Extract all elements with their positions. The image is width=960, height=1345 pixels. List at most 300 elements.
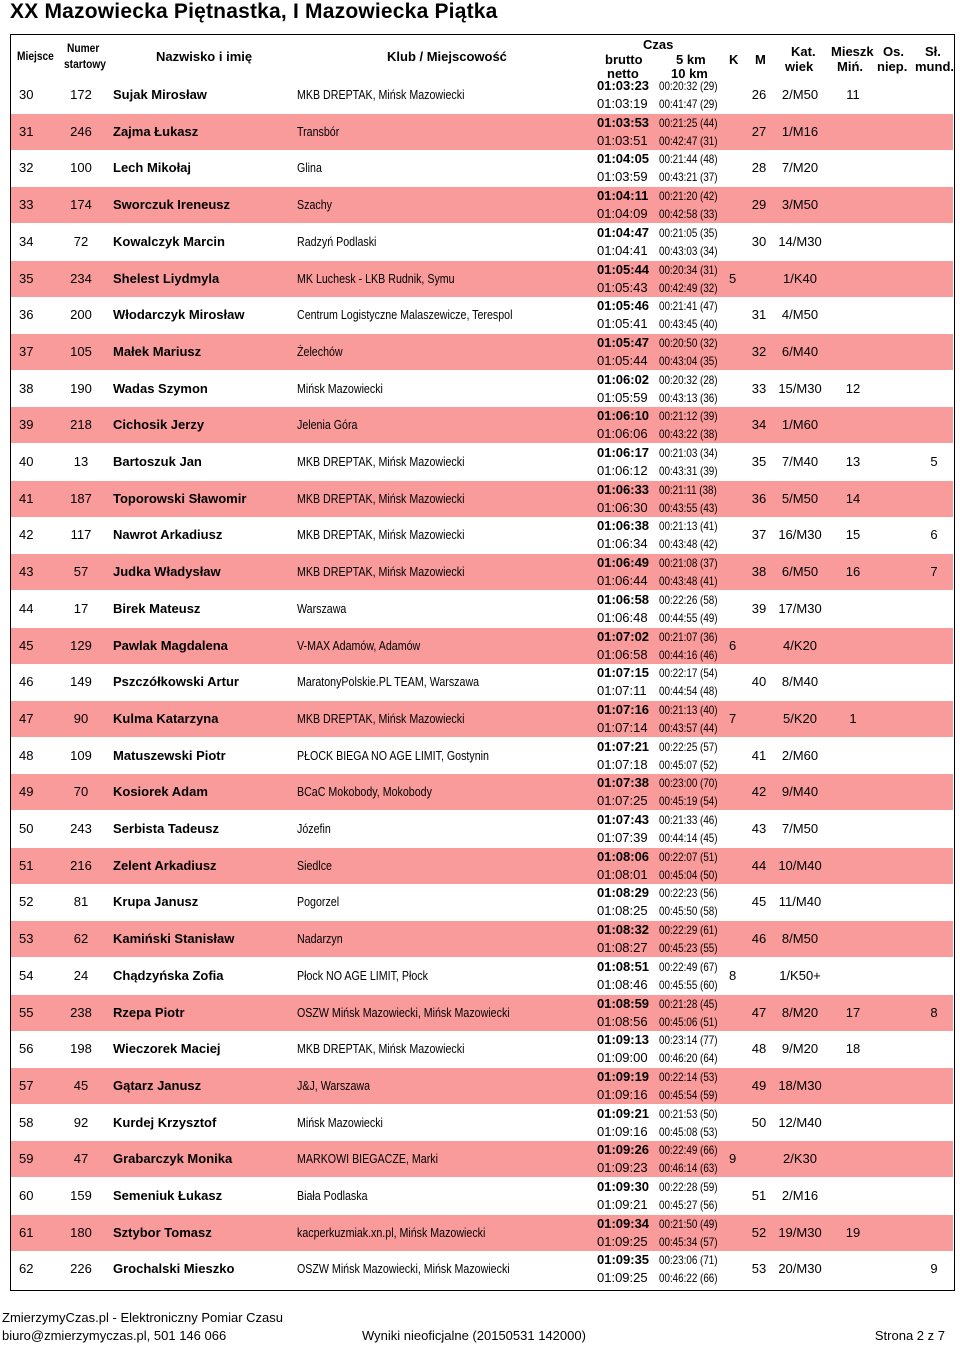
cell-runner-name: Włodarczyk Mirosław — [113, 307, 245, 323]
cell-runner-name: Wieczorek Maciej — [113, 1041, 221, 1057]
cell-place: 40 — [19, 454, 34, 469]
cell-time-brutto: 01:04:05 — [597, 151, 650, 167]
cell-split-5km: 00:22:49 (67) — [659, 959, 718, 974]
cell-place: 39 — [19, 417, 34, 433]
page-title: XX Mazowiecka Piętnastka, I Mazowiecka Piątka — [10, 0, 498, 23]
cell-age-category: 9/M40 — [781, 784, 819, 800]
table-row — [11, 1141, 953, 1177]
cell-club: Warszawa — [297, 600, 347, 616]
cell-bib-number: 47 — [73, 1151, 89, 1167]
cell-club: MKB DREPTAK, Mińsk Mazowiecki — [297, 87, 465, 102]
header-niep: niep. — [877, 59, 908, 74]
cell-split-10km: 00:45:50 (58) — [659, 904, 718, 919]
cell-runner-name: Shelest Liydmyla — [113, 270, 220, 286]
cell-time-netto: 01:09:23 — [597, 1160, 648, 1176]
cell-split-10km: 00:45:23 (55) — [659, 941, 718, 956]
cell-runner-name: Wadas Szymon — [113, 380, 208, 396]
cell-place-men: 53 — [751, 1261, 767, 1277]
cell-place-men: 40 — [751, 674, 767, 690]
table-row — [11, 444, 953, 480]
cell-place: 51 — [19, 857, 34, 873]
cell-bib-number: 174 — [70, 197, 92, 213]
cell-time-brutto: 01:09:26 — [597, 1142, 650, 1158]
cell-place-men: 36 — [751, 490, 767, 506]
cell-runner-name: Toporowski Sławomir — [113, 490, 247, 506]
cell-time-brutto: 01:06:17 — [597, 445, 650, 460]
cell-place-men: 46 — [751, 931, 767, 947]
cell-place-men: 31 — [751, 307, 767, 323]
cell-time-netto: 01:09:25 — [597, 1233, 648, 1249]
cell-time-netto: 01:05:41 — [597, 316, 648, 332]
cell-split-10km: 00:43:48 (42) — [659, 537, 718, 552]
cell-bib-number: 218 — [70, 417, 92, 433]
cell-age-category: 1/K40 — [783, 270, 817, 286]
cell-time-netto: 01:06:34 — [597, 536, 648, 552]
cell-time-netto: 01:08:46 — [597, 976, 648, 992]
cell-time-brutto: 01:07:16 — [597, 701, 650, 717]
cell-split-5km: 00:20:32 (28) — [659, 372, 718, 387]
cell-bib-number: 117 — [70, 527, 92, 543]
cell-place: 48 — [19, 747, 34, 763]
cell-place-men: 37 — [751, 527, 767, 543]
cell-place-men: 52 — [751, 1224, 767, 1240]
cell-age-category: 2/M16 — [781, 1188, 819, 1203]
cell-place-men: 27 — [751, 123, 767, 139]
cell-time-netto: 01:06:58 — [597, 646, 648, 662]
header-czas: Czas — [643, 37, 674, 52]
cell-time-netto: 01:06:44 — [597, 573, 648, 589]
cell-age-category: 4/M50 — [781, 307, 819, 323]
cell-place-women: 5 — [729, 270, 737, 286]
cell-time-brutto: 01:07:21 — [597, 738, 650, 754]
cell-split-10km: 00:45:55 (60) — [659, 977, 718, 992]
cell-bib-number: 72 — [73, 233, 89, 249]
header-wiek: wiek — [785, 59, 814, 74]
cell-time-netto: 01:04:41 — [597, 242, 648, 258]
table-row — [11, 995, 953, 1031]
cell-split-10km: 00:45:08 (53) — [659, 1124, 718, 1139]
cell-split-10km: 00:41:47 (29) — [659, 97, 718, 111]
cell-time-brutto: 01:08:29 — [597, 885, 650, 901]
cell-place-men: 42 — [751, 784, 767, 800]
cell-place-uniformed: 6 — [930, 527, 938, 543]
cell-club: OSZW Mińsk Mazowiecki, Mińsk Mazowiecki — [297, 1261, 510, 1277]
cell-time-netto: 01:08:27 — [597, 940, 648, 956]
cell-place: 33 — [19, 197, 34, 213]
cell-club: Nadarzyn — [297, 931, 343, 947]
cell-split-5km: 00:21:11 (38) — [659, 482, 717, 497]
cell-time-netto: 01:09:21 — [597, 1197, 648, 1212]
cell-split-5km: 00:21:07 (36) — [659, 629, 718, 644]
cell-place-women: 6 — [729, 637, 737, 653]
cell-split-5km: 00:22:28 (59) — [659, 1180, 718, 1194]
table-row — [11, 1068, 953, 1104]
cell-bib-number: 81 — [73, 894, 89, 910]
cell-split-10km: 00:43:45 (40) — [659, 317, 718, 332]
table-row — [11, 811, 953, 847]
cell-age-category: 2/M60 — [781, 747, 819, 763]
cell-club: MKB DREPTAK, Mińsk Mazowiecki — [297, 710, 465, 726]
cell-age-category: 7/M20 — [781, 160, 819, 176]
cell-club: Transbór — [297, 123, 340, 139]
cell-age-category: 12/M40 — [778, 1114, 822, 1130]
cell-place-men: 28 — [751, 160, 767, 176]
table-header — [11, 35, 954, 81]
cell-split-10km: 00:43:31 (39) — [659, 464, 718, 478]
cell-time-brutto: 01:08:51 — [597, 958, 650, 974]
cell-place-men: 44 — [751, 857, 767, 873]
cell-time-brutto: 01:04:47 — [597, 224, 650, 240]
cell-runner-name: Grochalski Mieszko — [113, 1261, 235, 1277]
cell-split-5km: 00:22:14 (53) — [659, 1069, 718, 1084]
cell-place: 59 — [19, 1151, 34, 1167]
cell-split-10km: 00:45:54 (59) — [659, 1087, 718, 1102]
cell-bib-number: 243 — [70, 821, 92, 836]
cell-runner-name: Kamiński Stanisław — [113, 931, 235, 947]
cell-age-category: 6/M40 — [781, 343, 819, 359]
cell-split-5km: 00:20:32 (29) — [659, 79, 718, 93]
cell-time-brutto: 01:03:53 — [597, 114, 650, 130]
cell-bib-number: 246 — [70, 123, 92, 139]
cell-bib-number: 57 — [73, 564, 89, 580]
cell-split-10km: 00:46:20 (64) — [659, 1051, 718, 1066]
header-os: Os. — [883, 44, 904, 59]
cell-place-men: 35 — [751, 454, 767, 469]
cell-split-5km: 00:21:05 (35) — [659, 225, 718, 240]
cell-place: 57 — [19, 1077, 34, 1093]
cell-bib-number: 105 — [70, 343, 92, 359]
cell-runner-name: Sztybor Tomasz — [113, 1224, 212, 1240]
cell-time-brutto: 01:05:47 — [597, 334, 650, 350]
cell-time-brutto: 01:04:11 — [597, 188, 649, 204]
cell-time-brutto: 01:09:34 — [597, 1215, 650, 1231]
cell-place-men: 49 — [751, 1077, 767, 1093]
table-row — [11, 261, 953, 297]
cell-place-men: 51 — [751, 1188, 767, 1203]
table-row — [11, 774, 953, 810]
cell-club: Siedlce — [297, 857, 332, 873]
cell-place-men: 34 — [751, 417, 767, 433]
cell-age-category: 2/M50 — [781, 87, 819, 102]
cell-place-minsk-resident: 16 — [845, 564, 861, 580]
table-row — [11, 371, 953, 407]
cell-bib-number: 172 — [70, 87, 92, 102]
cell-split-10km: 00:42:58 (33) — [659, 207, 718, 222]
cell-bib-number: 216 — [70, 857, 92, 873]
cell-time-brutto: 01:06:38 — [597, 518, 650, 534]
cell-place: 32 — [19, 160, 34, 176]
cell-bib-number: 238 — [70, 1004, 92, 1020]
results-table — [10, 34, 955, 1291]
header-nazwisko: Nazwisko i imię — [156, 49, 253, 64]
cell-split-5km: 00:22:17 (54) — [659, 666, 718, 681]
cell-bib-number: 62 — [73, 931, 89, 947]
cell-bib-number: 234 — [70, 270, 92, 286]
cell-age-category: 4/K20 — [783, 637, 817, 653]
cell-time-brutto: 01:06:33 — [597, 481, 650, 497]
cell-time-brutto: 01:09:35 — [597, 1252, 650, 1268]
cell-place: 31 — [19, 123, 34, 139]
cell-club: J&J, Warszawa — [297, 1077, 371, 1093]
cell-split-5km: 00:21:53 (50) — [659, 1106, 718, 1121]
header-numer: Numer — [67, 41, 100, 55]
cell-split-10km: 00:43:04 (35) — [659, 353, 718, 368]
table-row — [11, 958, 953, 994]
cell-age-category: 8/M50 — [781, 931, 819, 947]
cell-bib-number: 180 — [70, 1224, 92, 1240]
cell-age-category: 6/M50 — [781, 564, 819, 580]
cell-place: 56 — [19, 1041, 34, 1057]
cell-bib-number: 200 — [70, 307, 92, 323]
cell-time-brutto: 01:09:30 — [597, 1179, 650, 1194]
cell-time-netto: 01:08:25 — [597, 903, 648, 919]
cell-time-netto: 01:04:09 — [597, 206, 648, 222]
footer-company: ZmierzymyCzas.pl - Elektroniczny Pomiar Czasu — [2, 1310, 284, 1325]
header-10km: 10 km — [671, 66, 708, 81]
cell-split-5km: 00:21:25 (44) — [659, 115, 718, 130]
cell-split-5km: 00:22:25 (57) — [659, 739, 718, 754]
cell-place-men: 33 — [751, 380, 767, 396]
header-k: K — [729, 52, 739, 67]
table-row — [11, 738, 953, 774]
cell-time-netto: 01:08:01 — [597, 866, 648, 882]
cell-time-netto: 01:07:14 — [597, 719, 648, 735]
cell-split-10km: 00:43:48 (41) — [659, 574, 718, 589]
cell-place-uniformed: 7 — [930, 564, 938, 580]
cell-place-men: 32 — [751, 343, 767, 359]
cell-age-category: 8/M40 — [781, 674, 819, 690]
cell-age-category: 7/M50 — [781, 821, 819, 836]
header-kat: Kat. — [791, 44, 816, 59]
table-row — [11, 591, 953, 627]
cell-place-minsk-resident: 13 — [845, 454, 861, 469]
cell-age-category: 8/M20 — [781, 1004, 819, 1020]
cell-place-minsk-resident: 1 — [849, 710, 857, 726]
cell-split-10km: 00:43:13 (36) — [659, 390, 718, 405]
cell-place: 49 — [19, 784, 34, 800]
cell-split-10km: 00:44:14 (45) — [659, 831, 718, 845]
cell-club: PŁOCK BIEGA NO AGE LIMIT, Gostynin — [297, 747, 489, 763]
cell-club: Szachy — [297, 197, 332, 213]
cell-time-netto: 01:09:00 — [597, 1050, 648, 1066]
cell-split-10km: 00:44:16 (46) — [659, 647, 718, 662]
cell-place-minsk-resident: 18 — [845, 1041, 861, 1057]
cell-bib-number: 149 — [70, 674, 92, 690]
cell-age-category: 20/M30 — [778, 1261, 822, 1277]
table-row — [11, 1215, 953, 1251]
table-row — [11, 114, 953, 150]
cell-place: 38 — [19, 380, 34, 396]
cell-time-brutto: 01:05:44 — [597, 261, 650, 277]
cell-time-brutto: 01:07:15 — [597, 665, 650, 681]
cell-age-category: 15/M30 — [778, 380, 822, 396]
cell-age-category: 5/K20 — [783, 710, 817, 726]
table-row — [11, 848, 953, 884]
cell-split-10km: 00:43:55 (43) — [659, 500, 718, 515]
cell-time-netto: 01:07:25 — [597, 793, 648, 809]
cell-runner-name: Lech Mikołaj — [113, 160, 192, 176]
cell-time-netto: 01:05:44 — [597, 352, 648, 368]
cell-time-netto: 01:06:06 — [597, 426, 648, 442]
header-netto: netto — [607, 66, 639, 81]
cell-bib-number: 129 — [70, 637, 92, 653]
cell-runner-name: Rzepa Piotr — [113, 1004, 185, 1020]
cell-split-5km: 00:22:49 (66) — [659, 1143, 718, 1158]
cell-time-brutto: 01:07:02 — [597, 628, 650, 644]
cell-bib-number: 198 — [70, 1041, 92, 1057]
cell-time-brutto: 01:06:02 — [597, 371, 650, 387]
cell-runner-name: Matuszewski Piotr — [113, 747, 226, 763]
cell-time-brutto: 01:03:23 — [597, 78, 650, 93]
table-row — [11, 150, 953, 186]
cell-bib-number: 90 — [73, 710, 89, 726]
cell-runner-name: Cichosik Jerzy — [113, 417, 205, 433]
cell-time-brutto: 01:07:43 — [597, 812, 650, 827]
cell-age-category: 11/M40 — [778, 894, 822, 910]
cell-club: MaratonyPolskie.PL TEAM, Warszawa — [297, 674, 480, 690]
cell-runner-name: Zelent Arkadiusz — [113, 857, 217, 873]
cell-split-10km: 00:42:49 (32) — [659, 280, 718, 295]
cell-time-netto: 01:06:30 — [597, 499, 648, 515]
cell-time-brutto: 01:08:32 — [597, 922, 650, 938]
cell-age-category: 2/K30 — [783, 1151, 817, 1167]
cell-time-brutto: 01:07:38 — [597, 775, 650, 791]
cell-time-brutto: 01:09:21 — [597, 1105, 650, 1121]
cell-bib-number: 13 — [73, 454, 89, 469]
cell-time-netto: 01:09:16 — [597, 1086, 648, 1102]
cell-split-5km: 00:21:50 (49) — [659, 1216, 718, 1231]
header-mund: mund. — [915, 59, 954, 74]
cell-time-brutto: 01:05:46 — [597, 298, 650, 314]
cell-split-10km: 00:45:34 (57) — [659, 1234, 718, 1249]
table-row — [11, 334, 953, 370]
cell-split-10km: 00:42:47 (31) — [659, 133, 718, 148]
cell-age-category: 10/M40 — [778, 857, 822, 873]
cell-runner-name: Serbista Tadeusz — [113, 821, 219, 836]
cell-place: 41 — [19, 490, 34, 506]
cell-split-5km: 00:21:03 (34) — [659, 446, 718, 460]
cell-place-minsk-resident: 14 — [845, 490, 861, 506]
cell-bib-number: 17 — [73, 600, 89, 616]
cell-split-5km: 00:21:08 (37) — [659, 556, 718, 571]
cell-age-category: 5/M50 — [781, 490, 819, 506]
cell-split-5km: 00:23:06 (71) — [659, 1253, 718, 1268]
cell-time-brutto: 01:09:19 — [597, 1068, 650, 1084]
cell-runner-name: Birek Mateusz — [113, 600, 201, 616]
table-row — [11, 77, 953, 113]
cell-runner-name: Sujak Mirosław — [113, 87, 207, 102]
cell-age-category: 9/M20 — [781, 1041, 819, 1057]
cell-age-category: 1/M16 — [781, 123, 819, 139]
cell-runner-name: Krupa Janusz — [113, 894, 199, 910]
cell-split-10km: 00:43:21 (37) — [659, 170, 718, 185]
cell-runner-name: Kulma Katarzyna — [113, 710, 219, 726]
table-row — [11, 1105, 953, 1141]
cell-runner-name: Pszczółkowski Artur — [113, 674, 239, 690]
cell-place-men: 50 — [751, 1114, 767, 1130]
cell-time-netto: 01:06:12 — [597, 463, 648, 478]
cell-age-category: 3/M50 — [781, 197, 819, 213]
cell-runner-name: Zajma Łukasz — [113, 123, 199, 139]
table-row — [11, 1031, 953, 1067]
cell-place-uniformed: 5 — [930, 454, 938, 469]
cell-split-5km: 00:23:00 (70) — [659, 776, 718, 791]
cell-split-10km: 00:45:19 (54) — [659, 794, 718, 809]
cell-place-men: 29 — [751, 197, 767, 213]
cell-split-10km: 00:45:06 (51) — [659, 1014, 718, 1029]
header-m: M — [755, 52, 766, 67]
cell-bib-number: 187 — [70, 490, 92, 506]
table-row — [11, 1251, 953, 1287]
cell-bib-number: 45 — [73, 1077, 89, 1093]
cell-time-netto: 01:09:16 — [597, 1123, 648, 1139]
cell-runner-name: Kurdej Krzysztof — [113, 1114, 217, 1130]
table-row — [11, 297, 953, 333]
cell-bib-number: 159 — [70, 1188, 92, 1203]
cell-split-10km: 00:44:54 (48) — [659, 684, 718, 699]
cell-club: MK Luchesk - LKB Rudnik, Symu — [297, 270, 455, 286]
cell-split-5km: 00:21:41 (47) — [659, 299, 718, 314]
cell-club: Glina — [297, 160, 322, 176]
cell-place-men: 47 — [751, 1004, 767, 1020]
cell-time-netto: 01:09:25 — [597, 1270, 648, 1286]
cell-split-5km: 00:22:23 (56) — [659, 886, 718, 901]
cell-age-category: 19/M30 — [778, 1224, 822, 1240]
header-miejsce: Miejsce — [17, 49, 54, 63]
cell-time-netto: 01:03:19 — [597, 96, 648, 111]
cell-time-netto: 01:03:59 — [597, 169, 648, 185]
cell-club: Jelenia Góra — [297, 417, 358, 433]
cell-club: MKB DREPTAK, Mińsk Mazowiecki — [297, 490, 465, 506]
cell-place: 52 — [19, 894, 34, 910]
footer-contact: biuro@zmierzymyczas.pl, 501 146 066 — [2, 1328, 227, 1343]
cell-time-brutto: 01:06:49 — [597, 555, 650, 571]
cell-split-5km: 00:20:34 (31) — [659, 262, 718, 277]
cell-split-10km: 00:45:07 (52) — [659, 757, 718, 772]
cell-runner-name: Gątarz Janusz — [113, 1077, 202, 1093]
cell-club: Płock NO AGE LIMIT, Płock — [297, 967, 428, 983]
cell-split-5km: 00:20:50 (32) — [659, 335, 718, 350]
table-row — [11, 517, 953, 553]
cell-time-brutto: 01:06:10 — [597, 408, 650, 424]
cell-time-netto: 01:07:39 — [597, 830, 648, 845]
cell-place: 46 — [19, 674, 34, 690]
header-klub: Klub / Miejscowość — [387, 49, 507, 64]
cell-club: Radzyń Podlaski — [297, 233, 377, 249]
table-row — [11, 664, 953, 700]
cell-place-women: 8 — [729, 967, 737, 983]
cell-place: 47 — [19, 710, 34, 726]
header-sl: Sł. — [925, 44, 941, 59]
cell-club: V-MAX Adamów, Adamów — [297, 637, 421, 653]
cell-place: 55 — [19, 1004, 34, 1020]
cell-split-5km: 00:21:20 (42) — [659, 189, 718, 204]
cell-bib-number: 226 — [70, 1261, 92, 1277]
cell-bib-number: 24 — [73, 967, 89, 983]
cell-place-women: 7 — [729, 710, 737, 726]
cell-place: 43 — [19, 564, 34, 580]
table-row — [11, 884, 953, 920]
cell-age-category: 1/M60 — [781, 417, 819, 433]
cell-age-category: 14/M30 — [778, 233, 822, 249]
cell-split-10km: 00:44:55 (49) — [659, 610, 718, 625]
cell-club: Żelechów — [297, 343, 343, 359]
cell-club: Biała Podlaska — [297, 1188, 368, 1203]
cell-split-5km: 00:23:14 (77) — [659, 1033, 718, 1048]
cell-time-netto: 01:05:59 — [597, 389, 648, 405]
table-row — [11, 407, 953, 443]
cell-split-5km: 00:21:44 (48) — [659, 152, 718, 167]
